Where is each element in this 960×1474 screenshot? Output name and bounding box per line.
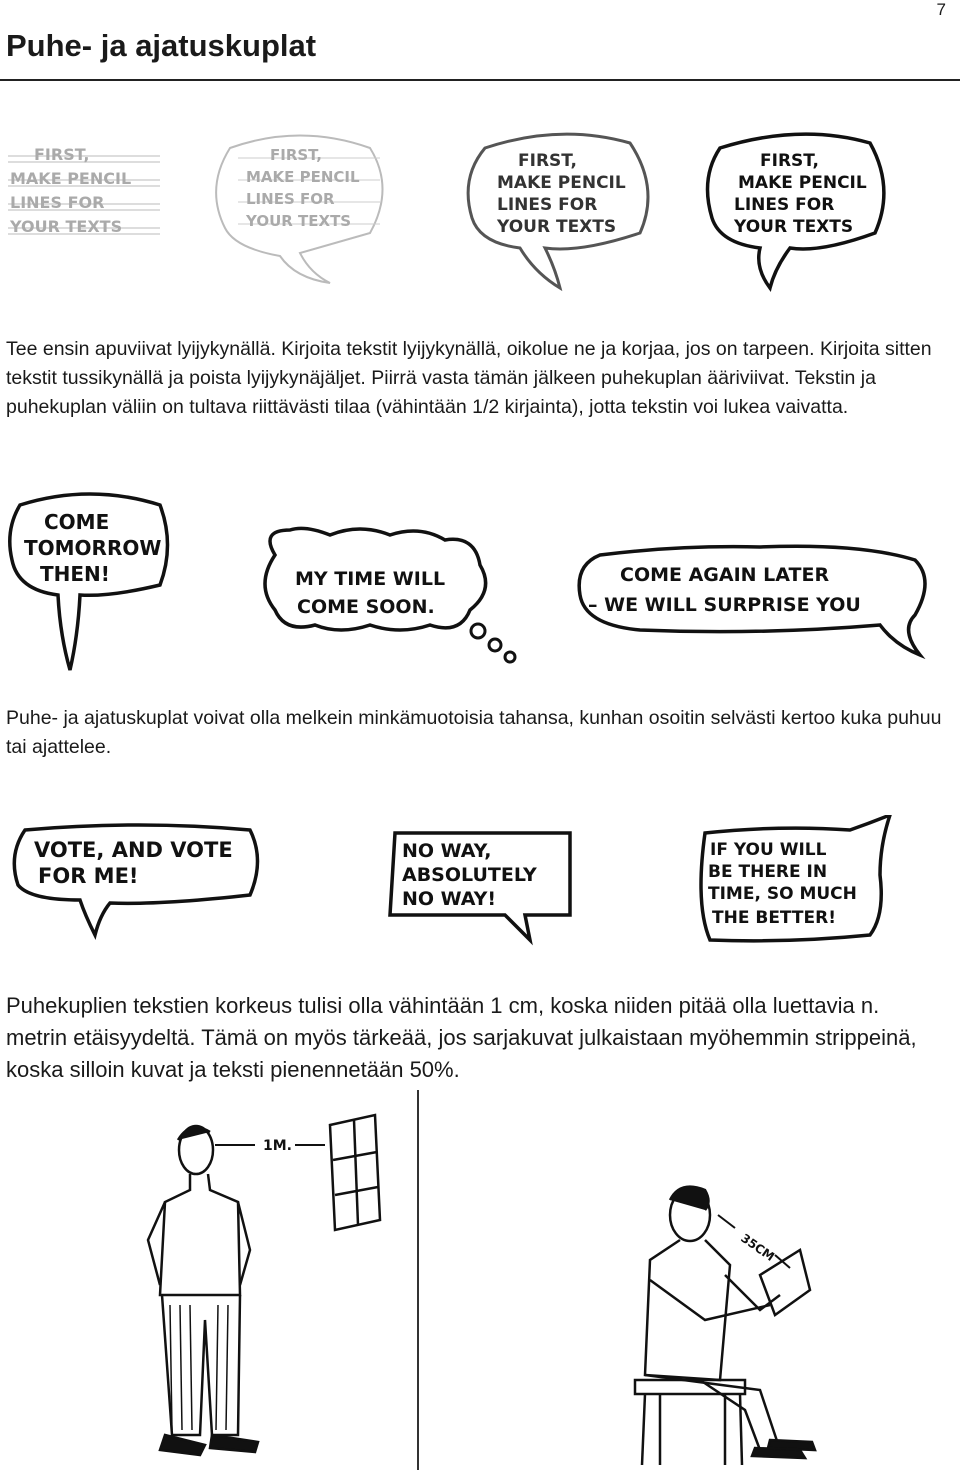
bubble-types-illustration bbox=[0, 485, 960, 685]
step3-line2: MAKE PENCIL bbox=[497, 173, 626, 193]
bubble1-line3: THEN! bbox=[40, 562, 110, 586]
pencil-steps-illustration bbox=[0, 118, 960, 318]
step2-line3: LINES FOR bbox=[246, 190, 335, 208]
paragraph-text-height: Puhekuplien tekstien korkeus tulisi olla vähintään 1 cm, koska niiden pitää olla luettavia n. metrin etäisyydeltä. Tämä on myös tärkeää, jos sarjakuvat julkaistaan myöhemmin strippeinä, koska silloin kuvat ja teksti pienennetään 50%. bbox=[6, 993, 917, 1082]
step2-line2: MAKE PENCIL bbox=[246, 168, 360, 186]
distance-label-35cm: 35CM bbox=[738, 1230, 777, 1264]
step2-text bbox=[245, 146, 360, 230]
step4-line3: LINES FOR bbox=[734, 195, 835, 215]
step1-line1: FIRST, bbox=[34, 145, 90, 164]
bubble3-line1: COME AGAIN LATER bbox=[620, 564, 830, 586]
vote-line2: FOR ME! bbox=[38, 864, 139, 888]
bubble-shapes-illustration bbox=[0, 815, 960, 955]
step1-text bbox=[9, 145, 131, 236]
vote-line1: VOTE, AND VOTE bbox=[34, 838, 233, 862]
step4-line2: MAKE PENCIL bbox=[738, 173, 867, 193]
stool bbox=[635, 1380, 745, 1465]
step2-line1: FIRST, bbox=[270, 146, 322, 164]
bubble3-line2: – WE WILL SURPRISE YOU bbox=[588, 594, 861, 616]
step1-line2: MAKE PENCIL bbox=[10, 169, 132, 188]
paragraph-pencil-instructions: Tee ensin apuviivat lyijykynällä. Kirjoita tekstit lyijykynällä, oikolue ne ja korjaa, jos on tarpeen. Kirjoita sitten tekstit tussikynällä ja poista lyijykynäjäljet. Piirrä vasta tämän jälkeen puhekuplan ääriviivat. Tekstin ja puhekuplan väliin on tultava riittävästi tilaa (vähintään 1/2 kirjainta), jotta tekstin voi lukea vaivatta. bbox=[6, 338, 932, 418]
step1-line4: YOUR TEXTS bbox=[10, 217, 123, 236]
seated-reading-man-figure bbox=[645, 1187, 815, 1458]
wall-poster bbox=[330, 1115, 380, 1230]
step1-line3: LINES FOR bbox=[10, 193, 105, 212]
bubble2-line2: COME SOON. bbox=[297, 596, 435, 618]
noway-line3: NO WAY! bbox=[402, 888, 497, 910]
bubble1-line1: COME bbox=[44, 510, 110, 534]
ifyou-line1: IF YOU WILL bbox=[710, 840, 827, 860]
step4-text bbox=[733, 151, 867, 237]
noway-line2: ABSOLUTELY bbox=[402, 864, 537, 886]
noway-line1: NO WAY, bbox=[402, 840, 492, 862]
title-divider bbox=[0, 79, 960, 81]
distance-label-1m: 1M. bbox=[263, 1138, 292, 1154]
step3-text bbox=[496, 151, 626, 237]
step3-line4: YOUR TEXTS bbox=[497, 217, 617, 237]
ifyou-line3: TIME, SO MUCH bbox=[708, 884, 857, 904]
step3-line3: LINES FOR bbox=[497, 195, 598, 215]
bubble2-line1: MY TIME WILL bbox=[295, 568, 446, 590]
paragraph-bubble-shapes: Puhe- ja ajatuskuplat voivat olla melkein minkämuotoisia tahansa, kunhan osoitin selvästi kertoo kuka puhuu tai ajattelee. bbox=[6, 707, 942, 758]
step2-line4: YOUR TEXTS bbox=[246, 212, 352, 230]
ifyou-line4: THE BETTER! bbox=[712, 908, 836, 928]
page-title: Puhe- ja ajatuskuplat bbox=[6, 28, 317, 63]
distance-arrow-35cm-a bbox=[718, 1215, 735, 1228]
page-number: 7 bbox=[936, 0, 946, 19]
step4-line1: FIRST, bbox=[760, 151, 819, 171]
reading-distance-illustration bbox=[0, 1090, 960, 1474]
step4-line4: YOUR TEXTS bbox=[734, 217, 854, 237]
step3-line1: FIRST, bbox=[518, 151, 577, 171]
ifyou-line2: BE THERE IN bbox=[708, 862, 828, 882]
bubble1-line2: TOMORROW bbox=[24, 536, 162, 560]
standing-man-figure bbox=[148, 1126, 258, 1455]
